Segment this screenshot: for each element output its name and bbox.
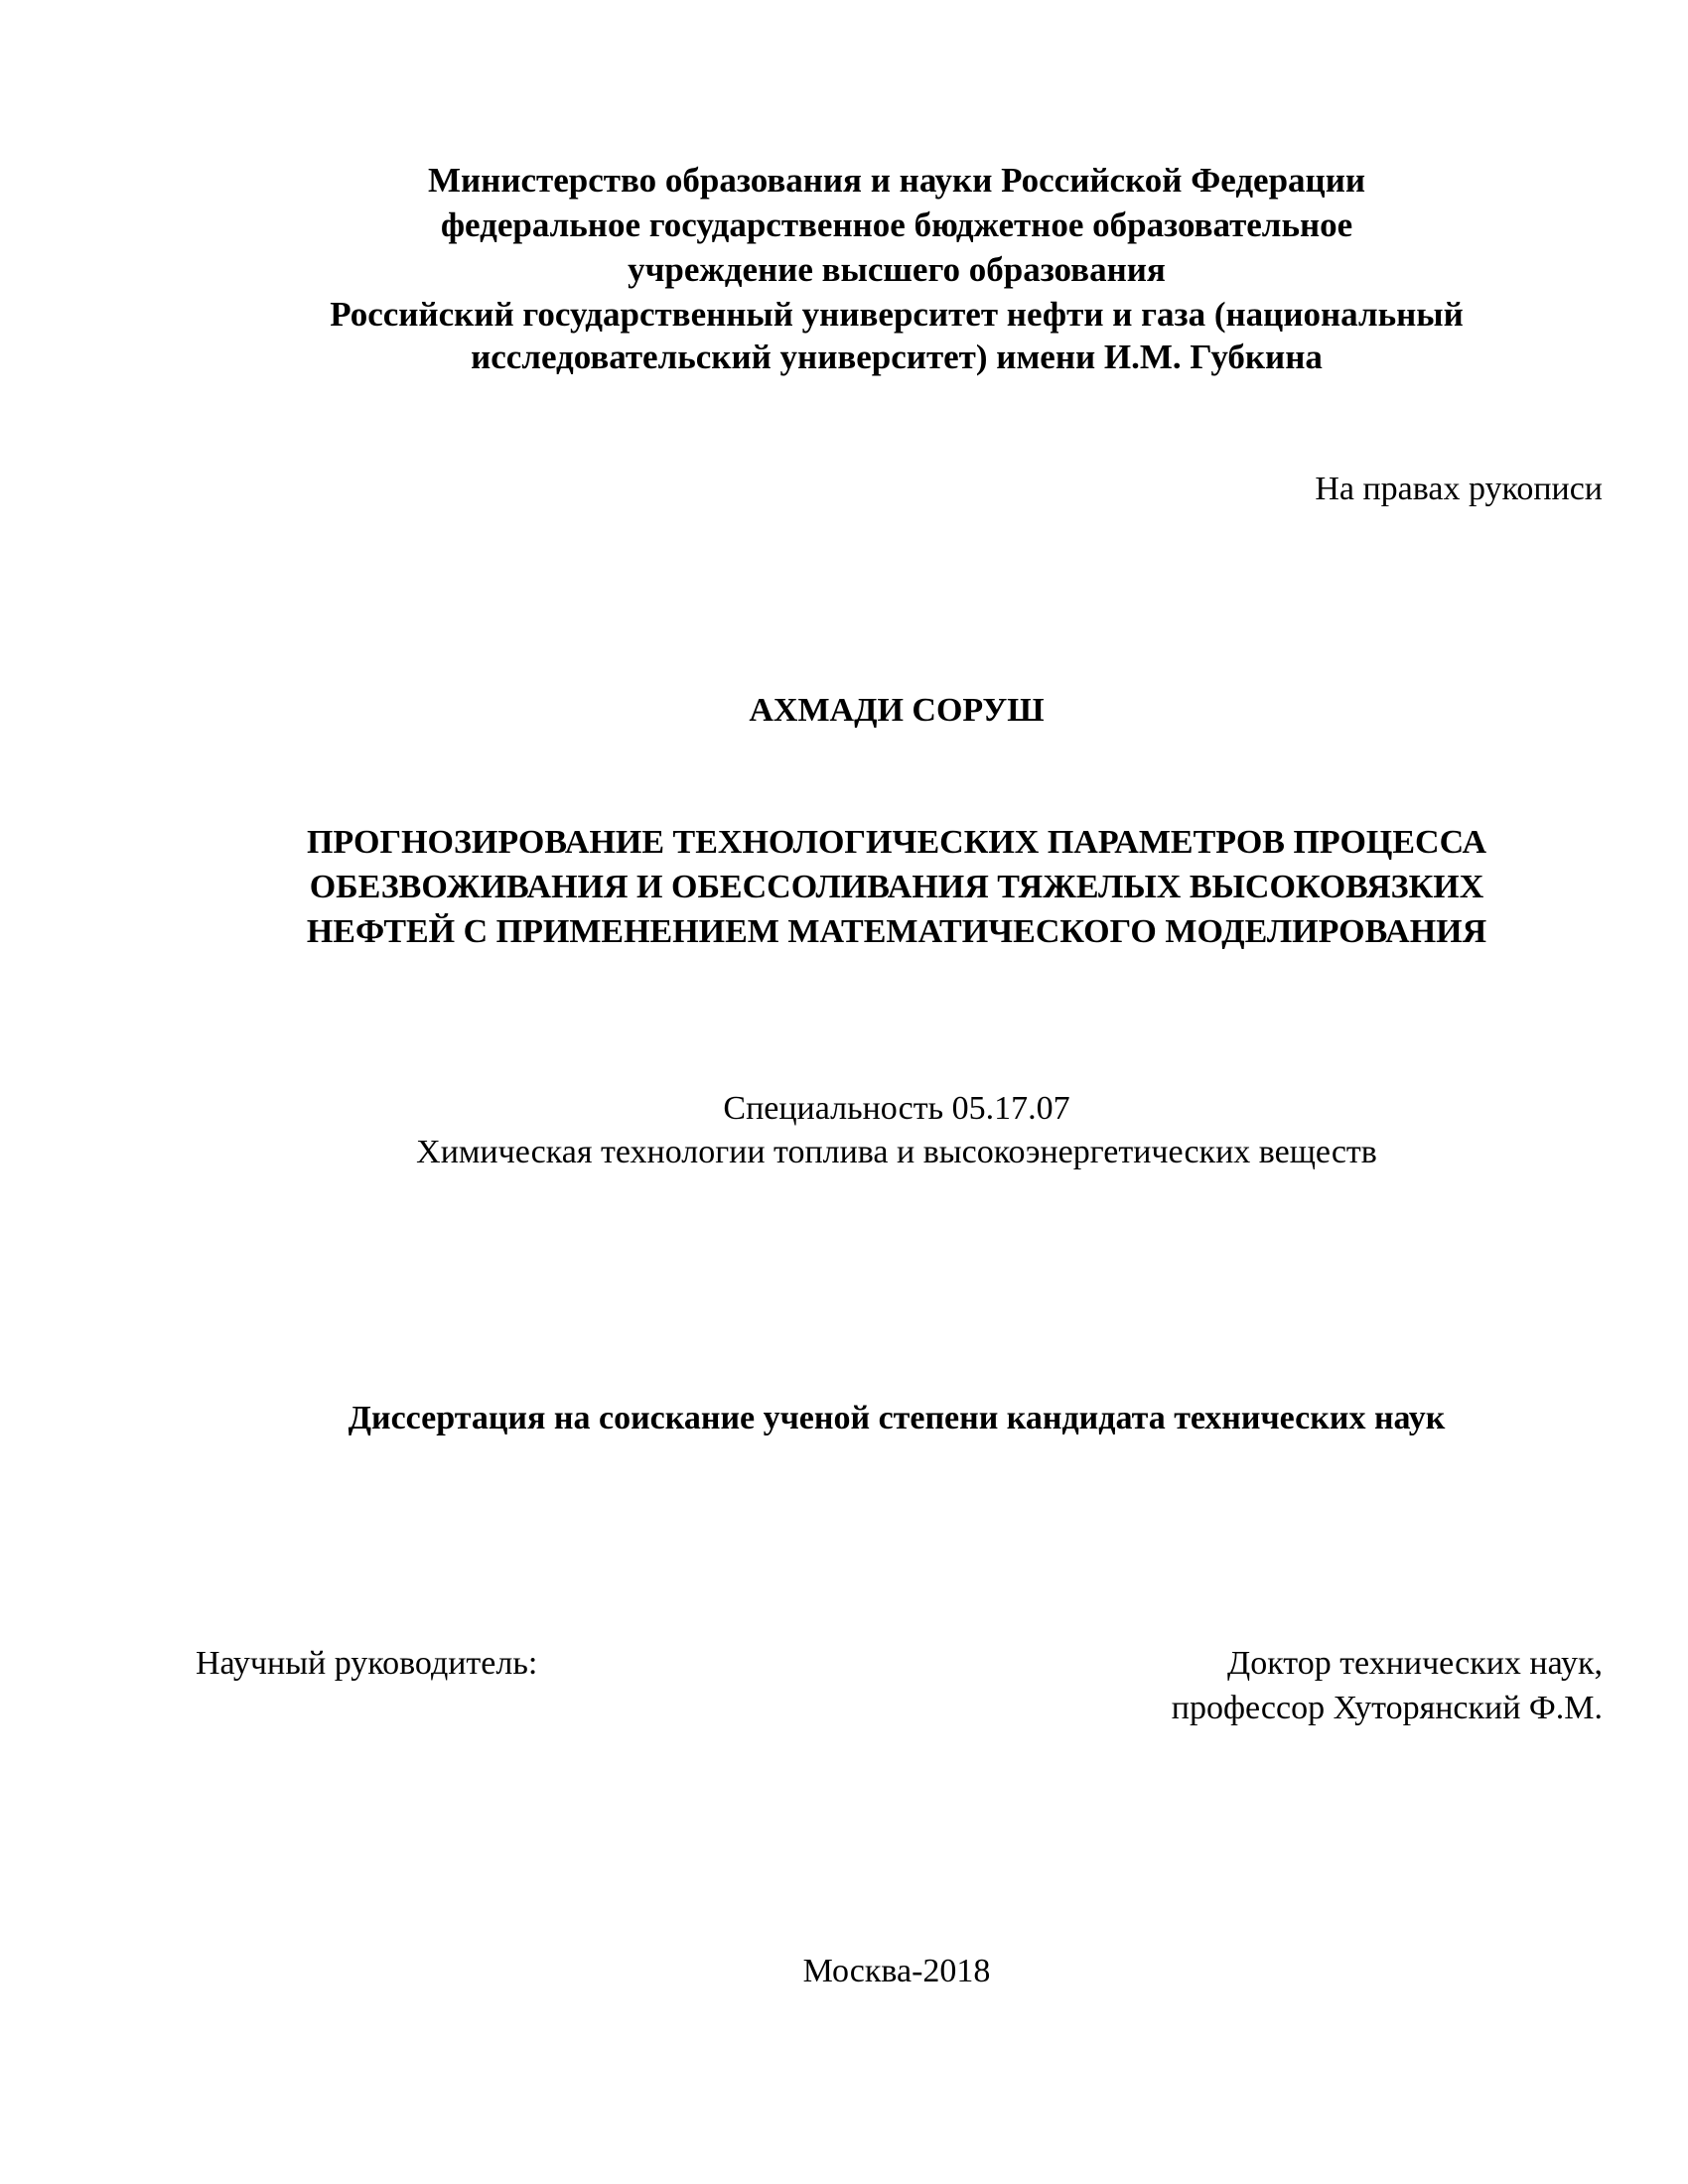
advisor-label: Научный руководитель: (196, 1645, 538, 1682)
specialty-code: Специальность 05.17.07 (723, 1090, 1070, 1127)
specialty-name: Химическая технологии топлива и высокоэнергетических веществ (416, 1134, 1377, 1170)
advisor-name: профессор Хуторянский Ф.М. (1171, 1690, 1603, 1726)
advisor-degree: Доктор технических наук, (1227, 1645, 1603, 1682)
header-line: Министерство образования и науки Российской Федерации (427, 161, 1366, 200)
author-name: АХМАДИ СОРУШ (749, 692, 1045, 729)
header-line: Российский государственный университет нефти и газа (национальный (330, 295, 1464, 334)
header-line: учреждение высшего образования (628, 250, 1166, 289)
header-line: исследовательский университет) имени И.М. Губкина (471, 338, 1323, 376)
dissertation-statement: Диссертация на соискание ученой степени кандидата технических наук (348, 1400, 1446, 1436)
manuscript-note: На правах рукописи (1315, 471, 1603, 507)
city-year: Москва-2018 (802, 1953, 991, 1989)
header-line: федеральное государственное бюджетное образовательное (440, 205, 1353, 244)
title-line: ОБЕЗВОЖИВАНИЯ И ОБЕССОЛИВАНИЯ ТЯЖЕЛЫХ ВЫСОКОВЯЗКИХ (309, 869, 1484, 905)
title-line: ПРОГНОЗИРОВАНИЕ ТЕХНОЛОГИЧЕСКИХ ПАРАМЕТРОВ ПРОЦЕССА (306, 824, 1487, 861)
title-line: НЕФТЕЙ С ПРИМЕНЕНИЕМ МАТЕМАТИЧЕСКОГО МОДЕЛИРОВАНИЯ (306, 913, 1487, 950)
